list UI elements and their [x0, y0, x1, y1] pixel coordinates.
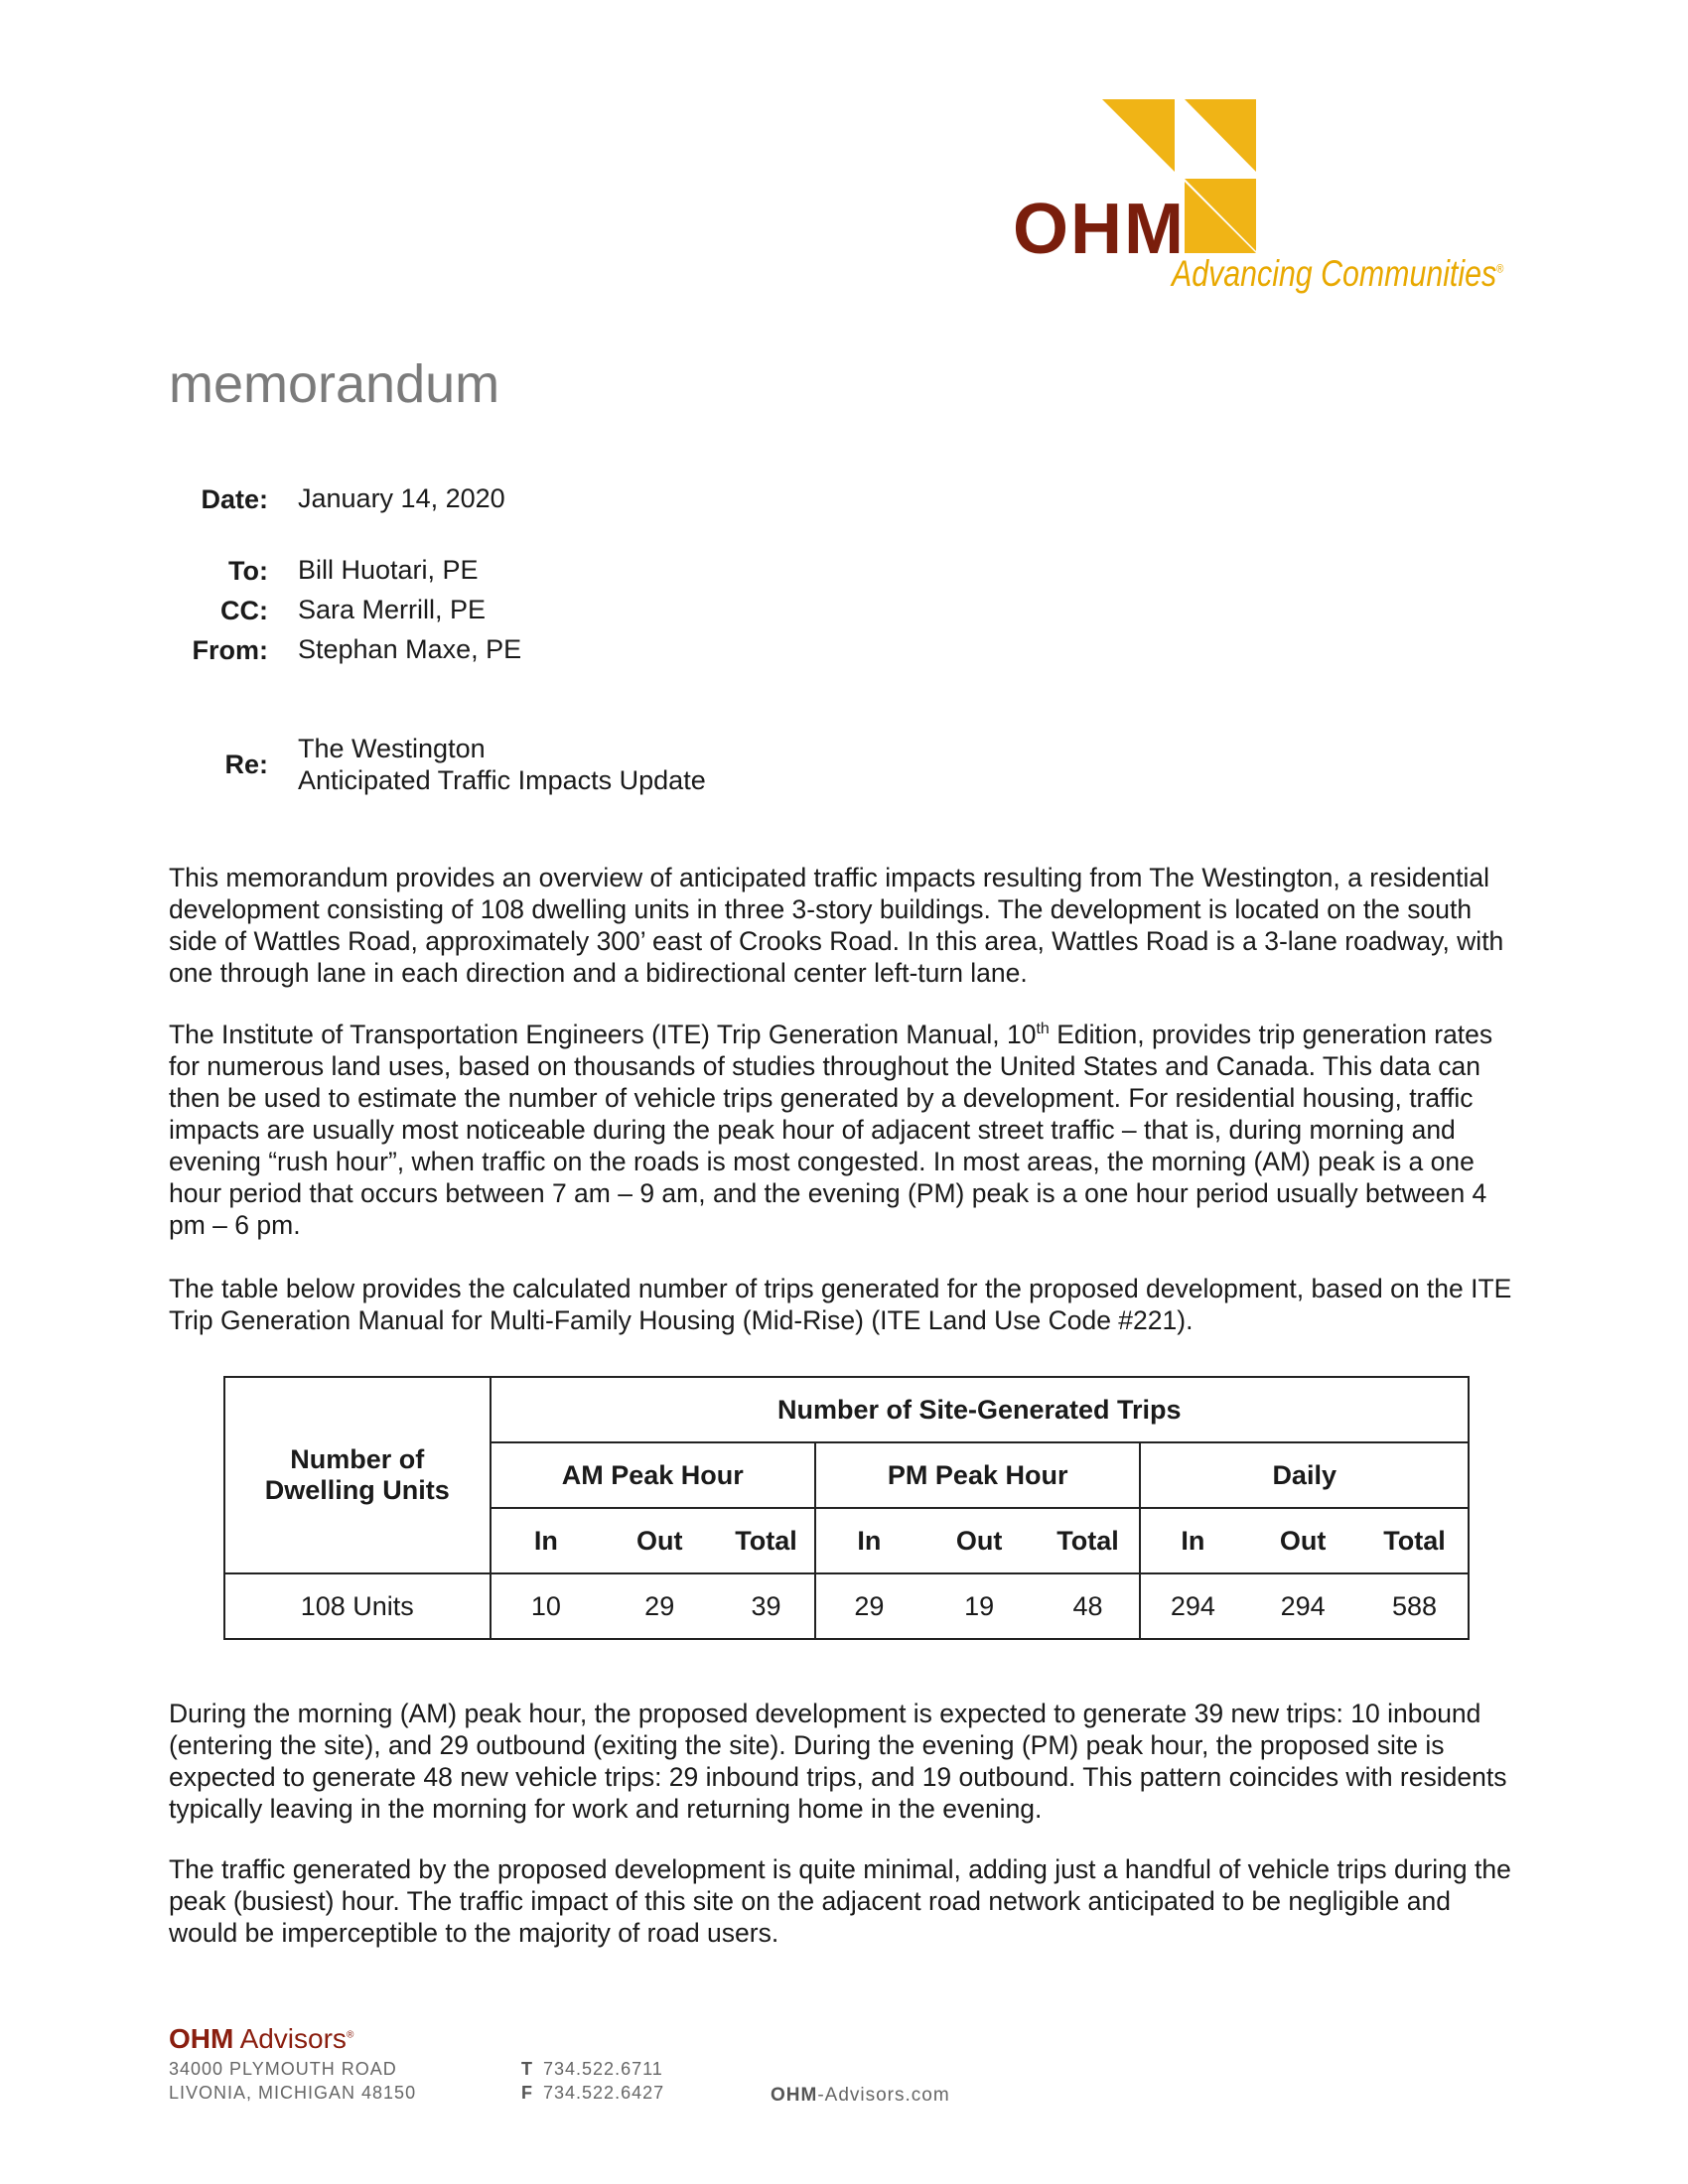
paragraph-ite-manual: The Institute of Transportation Engineers (ITE) Trip Generation Manual, 10th Edition, provides trip generation rates for numerous land uses, based on thousands of studies throughout the United States and Canada. This data can then be used to estimate the number of vehicle trips generated by a development. For residential housing, traffic impacts are usually most noticeable during the peak hour of adjacent street traffic – that is, during morning and evening “rush hour”, when traffic on the roads is most congested. In most areas, the morning (AM) peak is a one hour period that occurs between 7 am – 9 am, and the evening (PM) peak is a one hour period usually between 4 pm – 6 pm. — [169, 1020, 1493, 1240]
sub-header: Total — [1361, 1508, 1469, 1573]
footer-website-link[interactable]: OHM-Advisors.com — [771, 2085, 950, 2106]
footer-address: 34000 PLYMOUTH ROAD LIVONIA, MICHIGAN 48150 — [169, 2059, 417, 2103]
trip-generation-table — [223, 1376, 1470, 1640]
paragraph-table-intro: The table below provides the calculated number of trips generated for the proposed development, based on the ITE Trip Generation Manual for Multi-Family Housing (Mid-Rise) (ITE Land Use Code #221). — [169, 1274, 1512, 1335]
from-value: Stephan Maxe, PE — [298, 634, 522, 664]
re-line-2: Anticipated Traffic Impacts Update — [298, 765, 706, 795]
sub-header: Out — [1244, 1508, 1361, 1573]
sub-header: In — [491, 1508, 602, 1573]
page-title: memorandum — [169, 354, 500, 414]
cc-label: CC: — [220, 596, 268, 625]
table-cell: 29 — [601, 1573, 718, 1639]
to-value: Bill Huotari, PE — [298, 555, 479, 585]
table-cell: 10 — [491, 1573, 602, 1639]
group-header-daily: Daily — [1140, 1442, 1469, 1508]
logo-wordmark: OHM — [1013, 190, 1186, 269]
ohm-logo — [1013, 94, 1509, 303]
from-label: From: — [192, 635, 268, 665]
cc-value: Sara Merrill, PE — [298, 595, 487, 624]
group-header-pm: PM Peak Hour — [815, 1442, 1140, 1508]
table-cell: 19 — [922, 1573, 1037, 1639]
table-cell: 294 — [1140, 1573, 1244, 1639]
paragraph-overview: This memorandum provides an overview of anticipated traffic impacts resulting from The Westington, a residential development consisting of 108 dwelling units in three 3-story buildings. The development is located on the south side of Wattles Road, approximately 300’ east of Crooks Road. In this area, Wattles Road is a 3-lane roadway, with one through lane in each direction and a bidirectional center left-turn lane. — [169, 863, 1504, 988]
footer-brand: OHM Advisors® — [169, 2023, 354, 2054]
table-cell: 29 — [815, 1573, 922, 1639]
sub-header: Out — [922, 1508, 1037, 1573]
re-label: Re: — [224, 750, 268, 779]
footer-contact: T 734.522.6711 F 734.522.6427 — [521, 2059, 665, 2103]
row-label: 108 Units — [224, 1573, 491, 1639]
sub-header: Total — [718, 1508, 815, 1573]
sub-header: In — [815, 1508, 922, 1573]
group-header-am: AM Peak Hour — [491, 1442, 815, 1508]
date-value: January 14, 2020 — [298, 483, 505, 513]
table-cell: 48 — [1037, 1573, 1141, 1639]
date-label: Date: — [201, 484, 268, 514]
super-header: Number of Site-Generated Trips — [491, 1377, 1469, 1442]
table-cell: 294 — [1244, 1573, 1361, 1639]
row-header-cell: Number of Dwelling Units — [224, 1377, 491, 1573]
sub-header: In — [1140, 1508, 1244, 1573]
footer — [169, 2025, 1519, 2115]
sub-header: Total — [1037, 1508, 1141, 1573]
logo-tagline: Advancing Communities® — [1172, 253, 1504, 294]
table-row — [224, 1573, 1469, 1639]
paragraph-conclusion: The traffic generated by the proposed development is quite minimal, adding just a handful of vehicle trips during the peak (busiest) hour. The traffic impact of this site on the adjacent road network anticipated to be negligible and would be imperceptible to the majority of road users. — [169, 1854, 1511, 1948]
table-cell: 39 — [718, 1573, 815, 1639]
sub-header: Out — [601, 1508, 718, 1573]
to-label: To: — [228, 556, 268, 586]
table-cell: 588 — [1361, 1573, 1469, 1639]
re-line-1: The Westington — [298, 734, 486, 763]
paragraph-peak-summary: During the morning (AM) peak hour, the proposed development is expected to generate 39 new trips: 10 inbound (entering the site), and 29 outbound (exiting the site). During the evening (PM) peak hour, the proposed site is expected to generate 48 new vehicle trips: 29 inbound trips, and 19 outbound. This pattern coincides with residents typically leaving in the morning for work and returning home in the evening. — [169, 1699, 1507, 1824]
